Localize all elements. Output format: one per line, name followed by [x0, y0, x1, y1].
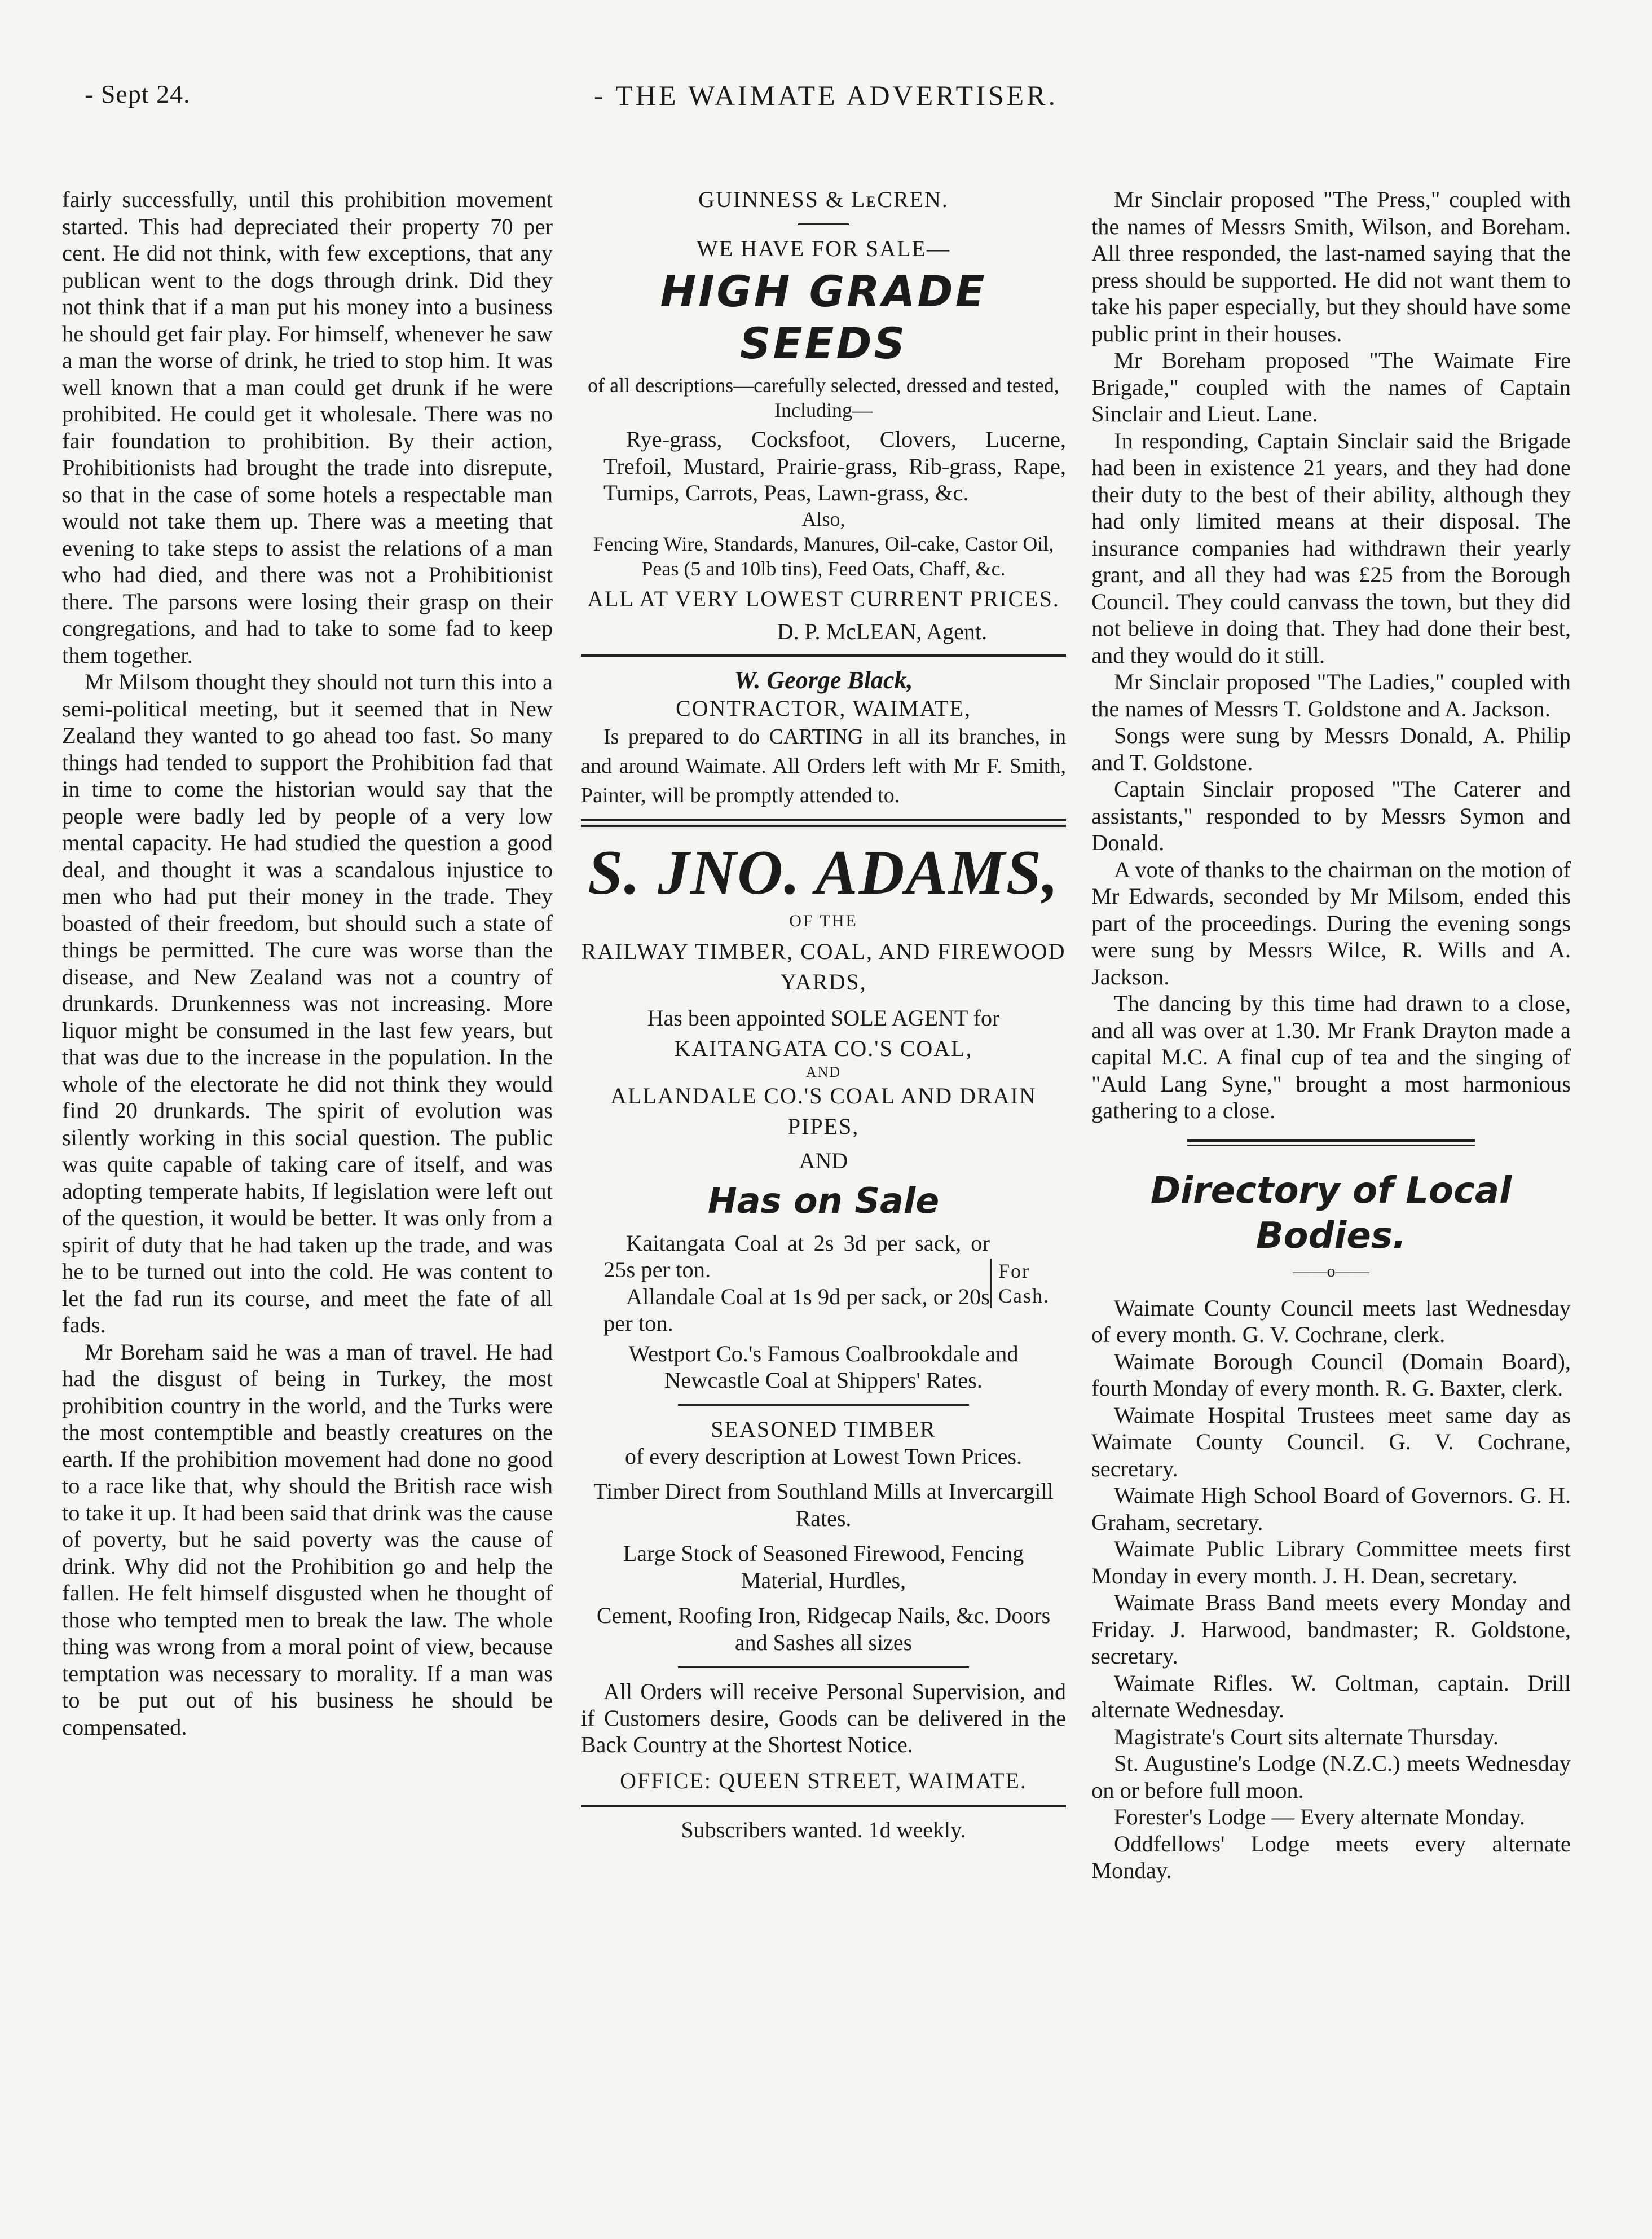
directory-item: Waimate Brass Band meets every Monday and Friday. J. Harwood, bandmaster; R. Goldstone, secretary.	[1091, 1590, 1571, 1669]
coal-price-item: Kaitangata Coal at 2s 3d per sack, or 25s per ton.	[603, 1230, 990, 1282]
divider	[798, 223, 849, 225]
section-divider	[1187, 1139, 1475, 1146]
divider	[581, 654, 1066, 657]
article-paragraph: Mr Milsom thought they should not turn this into a semi-political meeting, but it seemed that in New Zealand they wanted to go ahead too fast. So many things had tended to support the Prohibition fad that in time to come the historian would say that the people were badly led by people of a very low mental capacity. He had studied the question a good deal, and thought it was a scandalous injustice to men who had put their money in the trade. They boasted of their freedom, but should such a state of things be permitted. The cure was worse than the disease, and New Zealand was not a country of drunkards. Drunkenness was not increasing. More liquor might be consumed in the last few years, but that was due to the increase in the population. In the whole of the electorate he did not think they would find 20 drunkards. The spirit of evolution was silently working in this social question. The public was quite capable of taking care of itself, and was adopting temperate habits, If legislation were left out of the question, it would be better. It was only from a spirit of duty that he had taken up the trade, and was he to be turned out into the cold. He was content to let the fad run its course, and meet the fate of all fads.	[62, 669, 553, 1338]
advert-sale-line: WE HAVE FOR SALE—	[697, 236, 950, 261]
black-advert	[581, 666, 1066, 810]
directory-item: Waimate Borough Council (Domain Board), fourth Monday of every month. R. G. Baxter, clerk.	[1091, 1348, 1571, 1401]
coal-price-item: Allandale Coal at 1s 9d per sack, or 20s per ton.	[603, 1283, 990, 1336]
advert-title: CONTRACTOR, WAIMATE,	[675, 695, 972, 721]
advert-seed-list: Rye-grass, Cocksfoot, Clovers, Lucerne, Trefoil, Mustard, Prairie-grass, Rib-grass, Rape, Turnips, Carrots, Peas, Lawn-grass, &c.	[603, 426, 1066, 505]
advert-prices: ALL AT VERY LOWEST CURRENT PRICES.	[587, 586, 1060, 612]
subscribers-notice: Subscribers wanted. 1d weekly.	[681, 1816, 966, 1842]
divider	[581, 1805, 1066, 1807]
directory-item: Waimate Public Library Committee meets first Monday in every month. J. H. Dean, secretary.	[1091, 1536, 1571, 1589]
advert-large: Large Stock of Seasoned Firewood, Fencing Material, Hurdles,	[623, 1540, 1024, 1593]
coal-price-list	[581, 1230, 1066, 1337]
column-right	[1091, 186, 1571, 1884]
guinness-advert	[581, 186, 1066, 645]
advert-allandale: ALLANDALE CO.'S COAL AND DRAIN PIPES,	[610, 1083, 1037, 1139]
column-middle	[581, 186, 1066, 1844]
advert-office: OFFICE: QUEEN STREET, WAIMATE.	[620, 1767, 1027, 1793]
article-paragraph: Mr Boreham proposed "The Waimate Fire Brigade," coupled with the names of Captain Sinclair and Lieut. Lane.	[1091, 347, 1571, 426]
article-paragraph: A vote of thanks to the chairman on the motion of Mr Edwards, seconded by Mr Milsom, ended this part of the proceedings. During the evening songs were sung by Messrs Wilce, R. Wills and A. Jackson.	[1091, 856, 1571, 989]
advert-and: AND	[799, 1147, 848, 1173]
advert-kaitangata: KAITANGATA CO.'S COAL,	[674, 1035, 973, 1061]
advert-headline: HIGH GRADE SEEDS	[660, 266, 987, 368]
directory-title: Directory of Local Bodies.	[1151, 1169, 1512, 1257]
for-cash-label: For Cash.	[990, 1259, 1066, 1308]
directory-item: St. Augustine's Lodge (N.Z.C.) meets Wednesday on or before full moon.	[1091, 1750, 1571, 1803]
advert-every: of every description at Lowest Town Prices.	[624, 1443, 1023, 1469]
adams-advert	[581, 836, 1066, 1796]
advert-name: S. JNO. ADAMS,	[587, 837, 1060, 908]
directory-separator: ——o——	[1293, 1261, 1369, 1281]
article-paragraph: In responding, Captain Sinclair said the Brigade had been in existence 21 years, and they had done their duty to the best of their ability, although they had only limited means at their disposal. The insurance companies had withdrawn their yearly grant, and all they had was £25 from the Borough Council. They could canvass the town, but they did not believe in doing that. They had done their best, and they would do it still.	[1091, 428, 1571, 668]
article-paragraph: Mr Sinclair proposed "The Press," coupled with the names of Messrs Smith, Wilson, and Boreham. All three responded, the last-named saying that the press should be supported. He did not want them to take his paper especially, but they should have some public print in their houses.	[1091, 187, 1571, 346]
advert-firm-name: GUINNESS & LᴇCREN.	[698, 187, 949, 212]
directory-list	[1091, 1295, 1571, 1884]
advert-direct: Timber Direct from Southland Mills at Invercargill Rates.	[593, 1478, 1054, 1531]
article-paragraph: Songs were sung by Messrs Donald, A. Philip and T. Goldstone.	[1091, 723, 1571, 775]
advert-has-on-sale: Has on Sale	[707, 1180, 940, 1221]
advert-other-goods: Fencing Wire, Standards, Manures, Oil-cake, Castor Oil, Peas (5 and 10lb tins), Feed Oats, Chaff, &c.	[593, 532, 1054, 580]
advert-westport: Westport Co.'s Famous Coalbrookdale and Newcastle Coal at Shippers' Rates.	[628, 1340, 1019, 1393]
divider	[581, 819, 1066, 827]
advert-appointed: Has been appointed SOLE AGENT for	[647, 1005, 1000, 1031]
advert-name: W. George Black,	[734, 666, 913, 694]
advert-orders: All Orders will receive Personal Supervision, and if Customers desire, Goods can be delivered in the Back Country at the Shortest Notice.	[581, 1678, 1066, 1757]
advert-agent: D. P. McLEAN, Agent.	[777, 618, 987, 644]
divider	[678, 1666, 969, 1668]
article-paragraph: Captain Sinclair proposed "The Caterer and assistants," responded to by Messrs Symon and Donald.	[1091, 776, 1571, 855]
directory-item: Forester's Lodge — Every alternate Monday.	[1114, 1804, 1525, 1829]
page-header	[0, 79, 1652, 124]
directory-item: Waimate County Council meets last Wednesday of every month. G. V. Cochrane, clerk.	[1091, 1295, 1571, 1347]
newspaper-title: - THE WAIMATE ADVERTISER.	[594, 80, 1058, 111]
advert-also: Also,	[801, 507, 845, 530]
advert-yards: RAILWAY TIMBER, COAL, AND FIREWOOD YARDS,	[581, 938, 1066, 995]
directory-item: Magistrate's Court sits alternate Thursday.	[1114, 1723, 1499, 1749]
directory-item: Waimate High School Board of Governors. G. H. Graham, secretary.	[1091, 1483, 1571, 1535]
issue-date: - Sept 24.	[85, 80, 191, 108]
article-paragraph: fairly successfully, until this prohibition movement started. This had depreciated their property 70 per cent. He did not think, with few exceptions, that any publican went to the dogs through drink. Did they not think that if a man put his money into a business he should get fair play. For himself, whenever he saw a man the worse of drink, he tried to stop him. It was well known that a man could get drunk if he were prohibited. He could get it wholesale. There was no fair foundation to prohibition. By their action, Prohibitionists had brought the trade into disrepute, so that in the case of some hotels a respectable man would not take them up. There was a meeting that evening to take steps to assist the relations of a man who had died, and there was not a Prohibitionist there. The parsons were losing their grasp on their congregations, and had to take to some fad to keep them together.	[62, 187, 553, 668]
advert-description: of all descriptions—carefully selected, dressed and tested, Including—	[588, 374, 1059, 421]
directory-item: Waimate Hospital Trustees meet same day as Waimate County Council. G. V. Cochrane, secretary.	[1091, 1402, 1571, 1481]
advert-text: Is prepared to do CARTING in all its branches, in and around Waimate. All Orders left with Mr F. Smith, Painter, will be promptly attended to.	[581, 724, 1066, 807]
column-left	[62, 186, 553, 1740]
article-paragraph: Mr Sinclair proposed "The Ladies," coupled with the names of Messrs T. Goldstone and A. Jackson.	[1091, 669, 1571, 722]
directory-item: Oddfellows' Lodge meets every alternate Monday.	[1091, 1831, 1571, 1883]
article-paragraph: Mr Boreham said he was a man of travel. He had had the disgust of being in Turkey, the most prohibition country in the world, and the Turks were the most contemptible and beastly creatures on the earth. If the prohibition movement had done no good to a race like that, why should the British race wish to take it up. It had been said that drink was the cause of poverty, but he said poverty was the cause of drink. Why did not the Prohibition go and help the fallen. He felt himself disgusted when he thought of those who tempted men to break the law. The whole thing was wrong from a moral point of view, because temptation was necessary to morality. If a man was to be put out of his business he should be compensated.	[62, 1339, 553, 1740]
advert-seasoned: SEASONED TIMBER	[711, 1416, 936, 1442]
article-paragraph: The dancing by this time had drawn to a close, and all was over at 1.30. Mr Frank Drayton made a capital M.C. A final cup of tea and the singing of "Auld Lang Syne," brought a most harmonious gathering to a close.	[1091, 991, 1571, 1123]
divider	[678, 1404, 969, 1406]
advert-cement: Cement, Roofing Iron, Ridgecap Nails, &c. Doors and Sashes all sizes	[596, 1602, 1051, 1655]
advert-and: AND	[805, 1063, 842, 1080]
directory-item: Waimate Rifles. W. Coltman, captain. Drill alternate Wednesday.	[1091, 1670, 1571, 1722]
advert-of-the: OF THE	[789, 911, 858, 930]
